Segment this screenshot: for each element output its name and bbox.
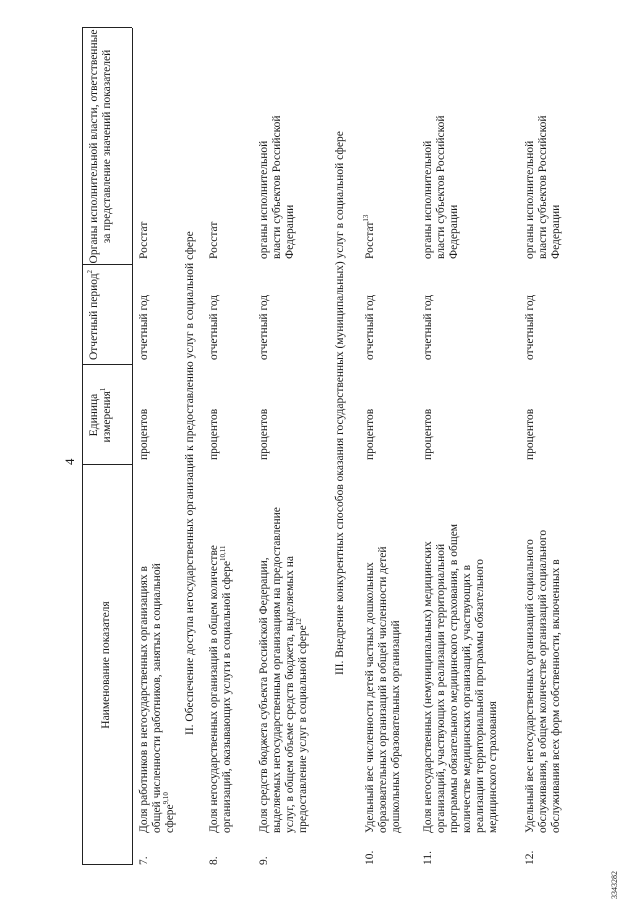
row-11-period: отчетный год: [422, 294, 434, 360]
row-9-authority: органы исполнительной власти субъектов Российской Федерации: [258, 115, 296, 259]
row-7-indicator: Доля работников в негосударственных организациях в общей численности работников, занятых в социальной сфере$^{9,10}$: [138, 563, 176, 833]
row-9-unit: процентов: [258, 408, 270, 460]
row-10-indicator: Удельный вес численности детей частных дошкольных образовательных организаций в общей численности детей дошкольных образовательных организаций: [364, 546, 402, 833]
section-heading-2: II. Обеспечение доступа негосударственных организаций к предоставлению услуг в социальной сфере: [184, 231, 196, 735]
page-number: 4: [62, 458, 77, 465]
row-7-period: отчетный год: [138, 294, 150, 360]
header-period: Отчетный период$^2$: [86, 269, 100, 361]
header-unit: Единица измерения$^1$: [88, 387, 113, 443]
header-bottom-border: [132, 28, 133, 865]
row-7-number: 7.: [138, 856, 150, 865]
table-top-border: [82, 28, 83, 865]
row-12-period: отчетный год: [524, 294, 536, 360]
row-11-indicator: Доля негосударственных (немуниципальных) медицинских организаций, участвующих в реализации территориальной программы обязательного медицинского страхования, в общем количестве медицинских организаций, участвующих в реализации территориальной программы обязательного медицинского страхования: [422, 523, 499, 833]
section-heading-3: III. Внедрение конкурентных способов оказания государственных (муниципальных) услуг в социальной сфере: [334, 131, 346, 675]
row-11-number: 11.: [422, 851, 434, 865]
row-12-indicator: Удельный вес негосударственных организаций социального обслуживания, в общем количестве организаций социального обслуживания всех форм собственности, включенных в: [524, 529, 562, 833]
row-10-authority: Росстат$^{13}$: [362, 214, 376, 259]
row-7-authority: Росстат: [138, 221, 150, 259]
row-11-unit: процентов: [422, 408, 434, 460]
row-12-unit: процентов: [524, 408, 536, 460]
row-8-period: отчетный год: [208, 294, 220, 360]
header-name: Наименование показателя: [100, 601, 112, 729]
row-11-authority: органы исполнительной власти субъектов Российской Федерации: [422, 115, 460, 259]
row-7-unit: процентов: [138, 408, 150, 460]
row-12-authority: органы исполнительной власти субъектов Российской Федерации: [524, 115, 562, 259]
row-8-authority: Росстат: [208, 221, 220, 259]
row-8-number: 8.: [208, 856, 220, 865]
row-9-indicator: Доля средств бюджета субъекта Российской Федерации, выделяемых негосударственным организациям на предоставление услуг, в общем объеме средств бюджета, выделяемых на предоставление услуг в социальной сфере$^{12}$: [258, 507, 309, 833]
document-id: 3343282: [610, 871, 619, 899]
header-authority: Органы исполнительной власти, ответственные за представление значений показателей: [88, 29, 113, 264]
row-8-unit: процентов: [208, 408, 220, 460]
row-12-number: 12.: [524, 850, 536, 865]
row-10-number: 10.: [364, 850, 376, 865]
row-10-period: отчетный год: [364, 294, 376, 360]
row-9-number: 9.: [258, 856, 270, 865]
row-8-indicator: Доля негосударственных организаций в общем количестве организаций, оказывающих услуги в социальной сфере$^{10,11}$: [208, 545, 233, 833]
row-10-unit: процентов: [364, 408, 376, 460]
row-9-period: отчетный год: [258, 294, 270, 360]
